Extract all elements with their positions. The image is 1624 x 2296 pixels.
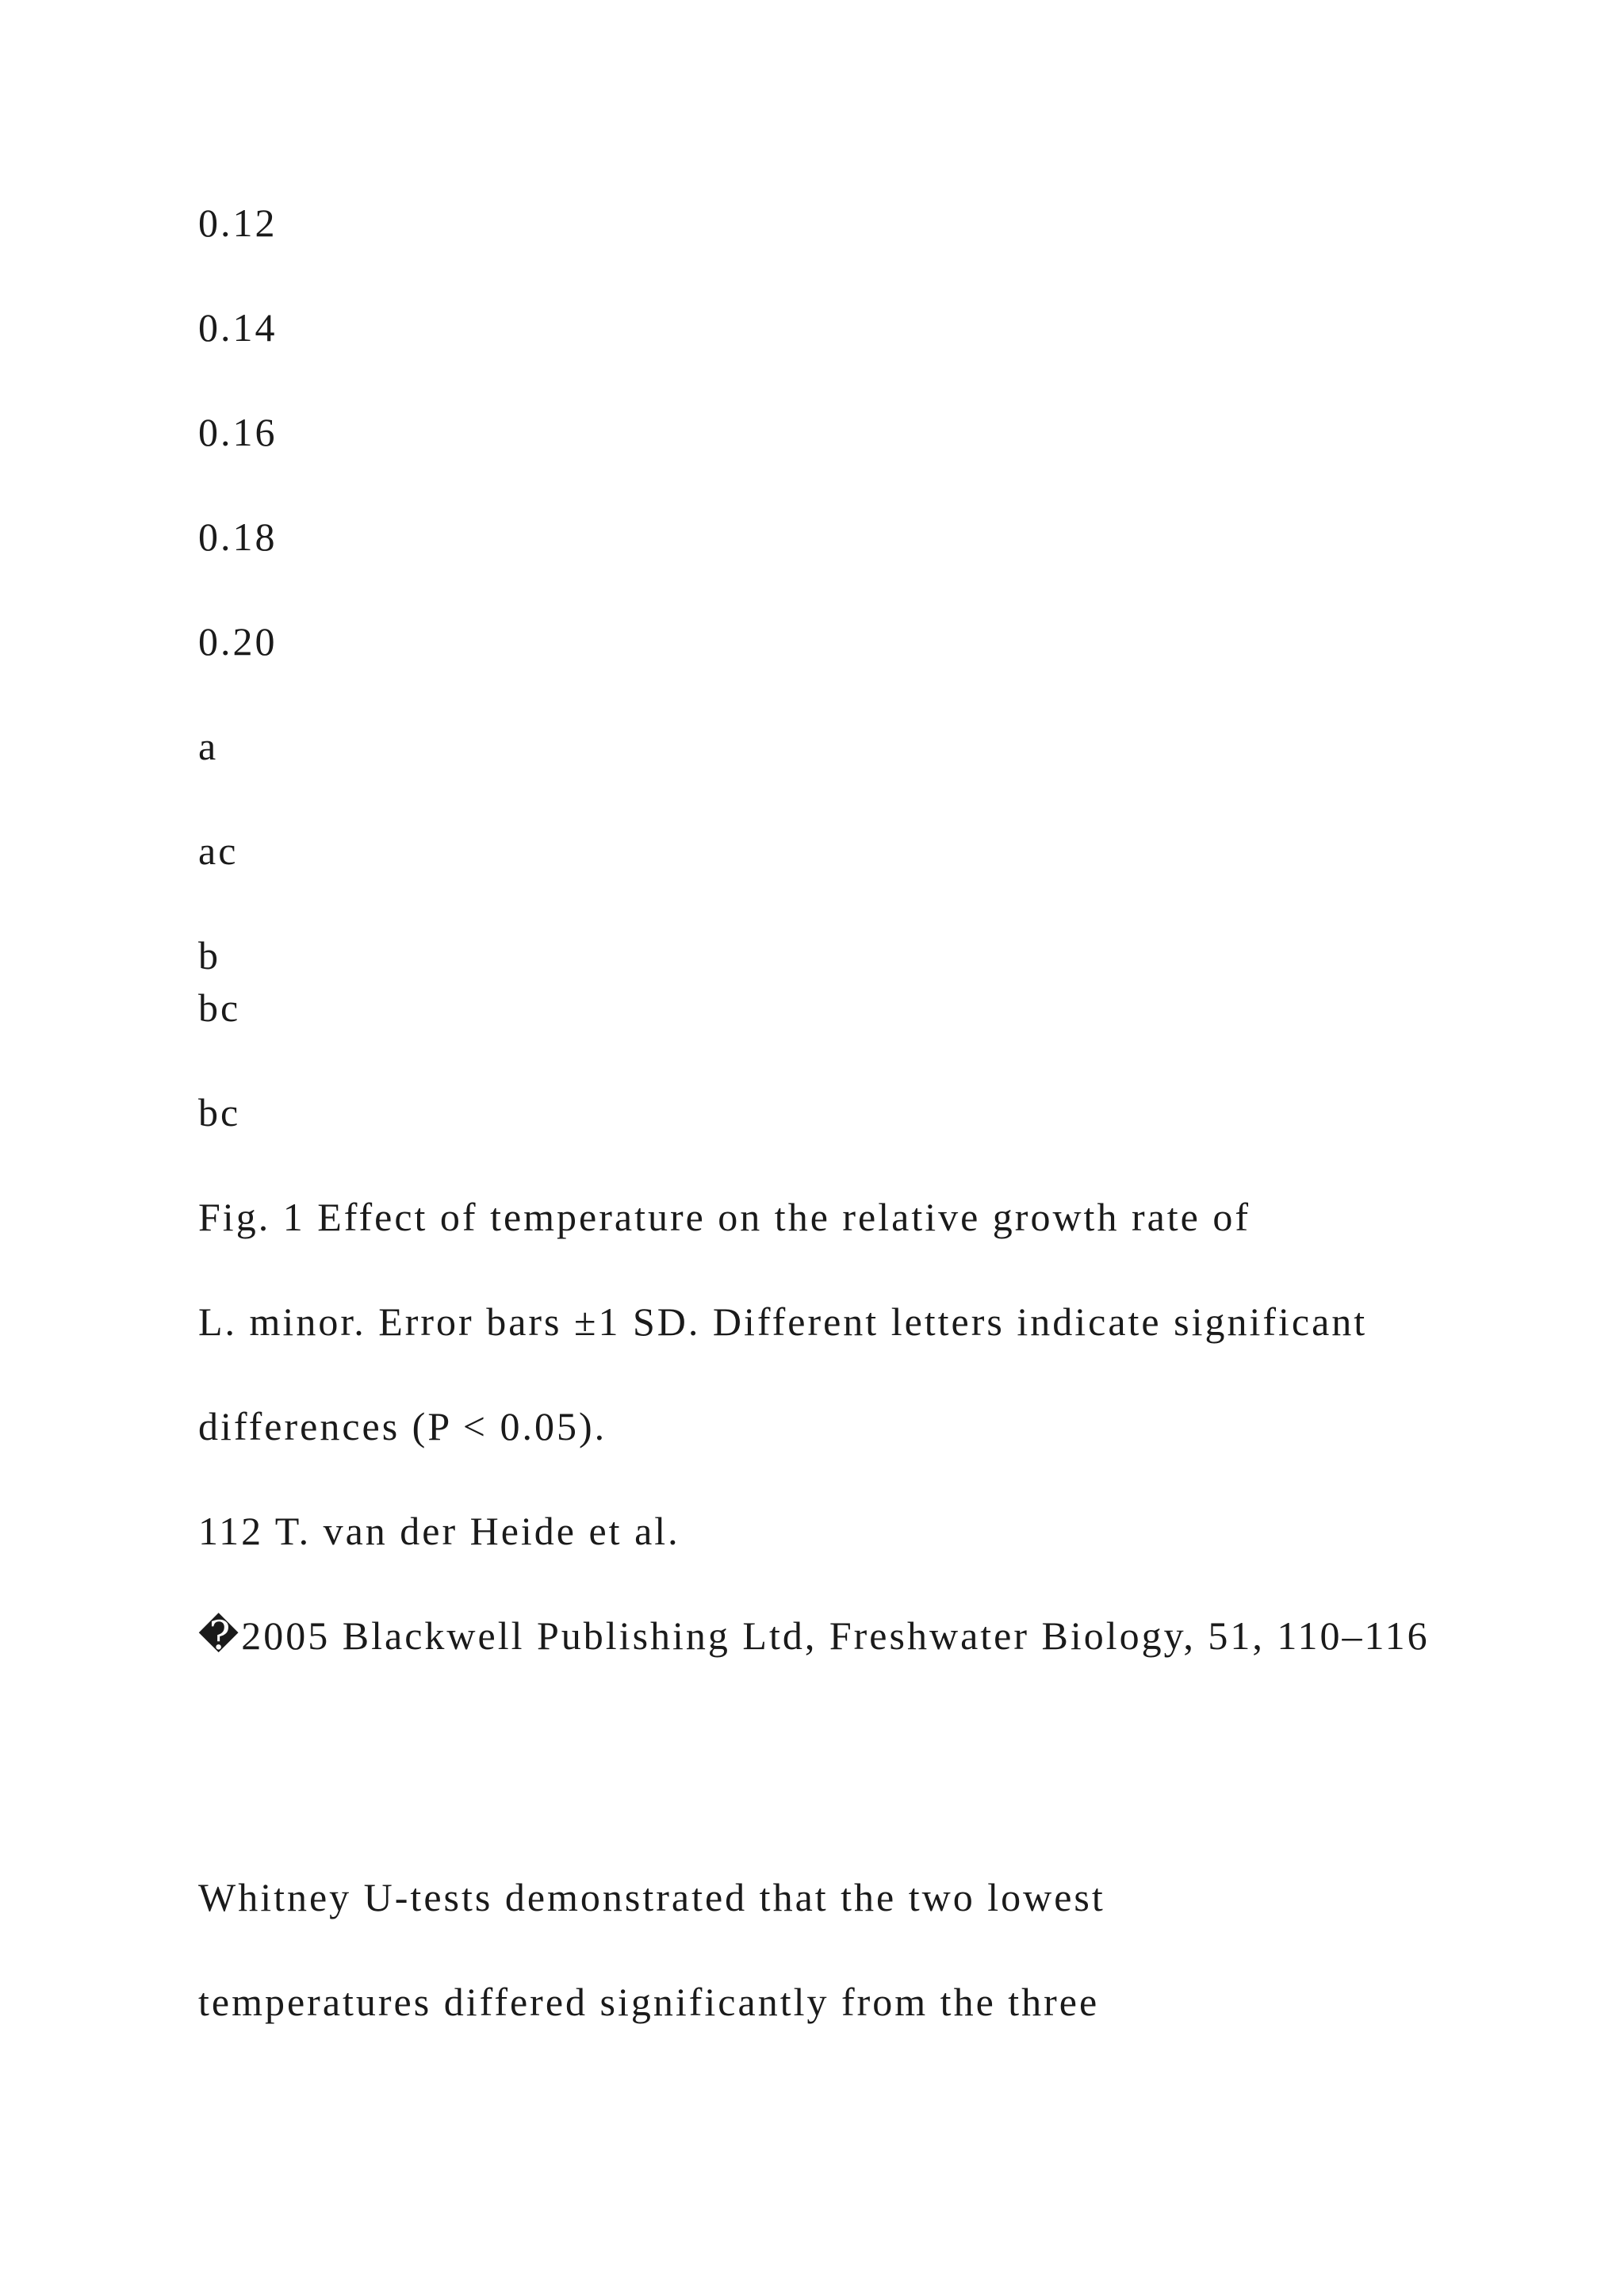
significance-letter: b bbox=[198, 933, 220, 978]
significance-letter: ac bbox=[198, 828, 239, 873]
axis-tick-label: 0.12 bbox=[198, 201, 278, 245]
figure-caption-line-3: differences (P < 0.05). bbox=[198, 1404, 607, 1448]
body-text-line-1: Whitney U-tests demonstrated that the two lowest bbox=[198, 1875, 1105, 1919]
running-header: 112 T. van der Heide et al. bbox=[198, 1509, 680, 1553]
significance-letter: bc bbox=[198, 1090, 241, 1135]
significance-letter: a bbox=[198, 724, 219, 768]
body-text-line-2: temperatures differed significantly from the three bbox=[198, 1980, 1100, 2024]
copyright-notice: �2005 Blackwell Publishing Ltd, Freshwater Biology, 51, 110–116 bbox=[198, 1613, 1430, 1658]
figure-caption-line-2: L. minor. Error bars ±1 SD. Different letters indicate significant bbox=[198, 1299, 1368, 1344]
axis-tick-label: 0.14 bbox=[198, 305, 278, 350]
axis-tick-label: 0.16 bbox=[198, 410, 278, 454]
significance-letter: bc bbox=[198, 985, 241, 1030]
axis-tick-label: 0.20 bbox=[198, 619, 278, 664]
figure-caption-line-1: Fig. 1 Effect of temperature on the relative growth rate of bbox=[198, 1195, 1251, 1239]
axis-tick-label: 0.18 bbox=[198, 515, 278, 559]
